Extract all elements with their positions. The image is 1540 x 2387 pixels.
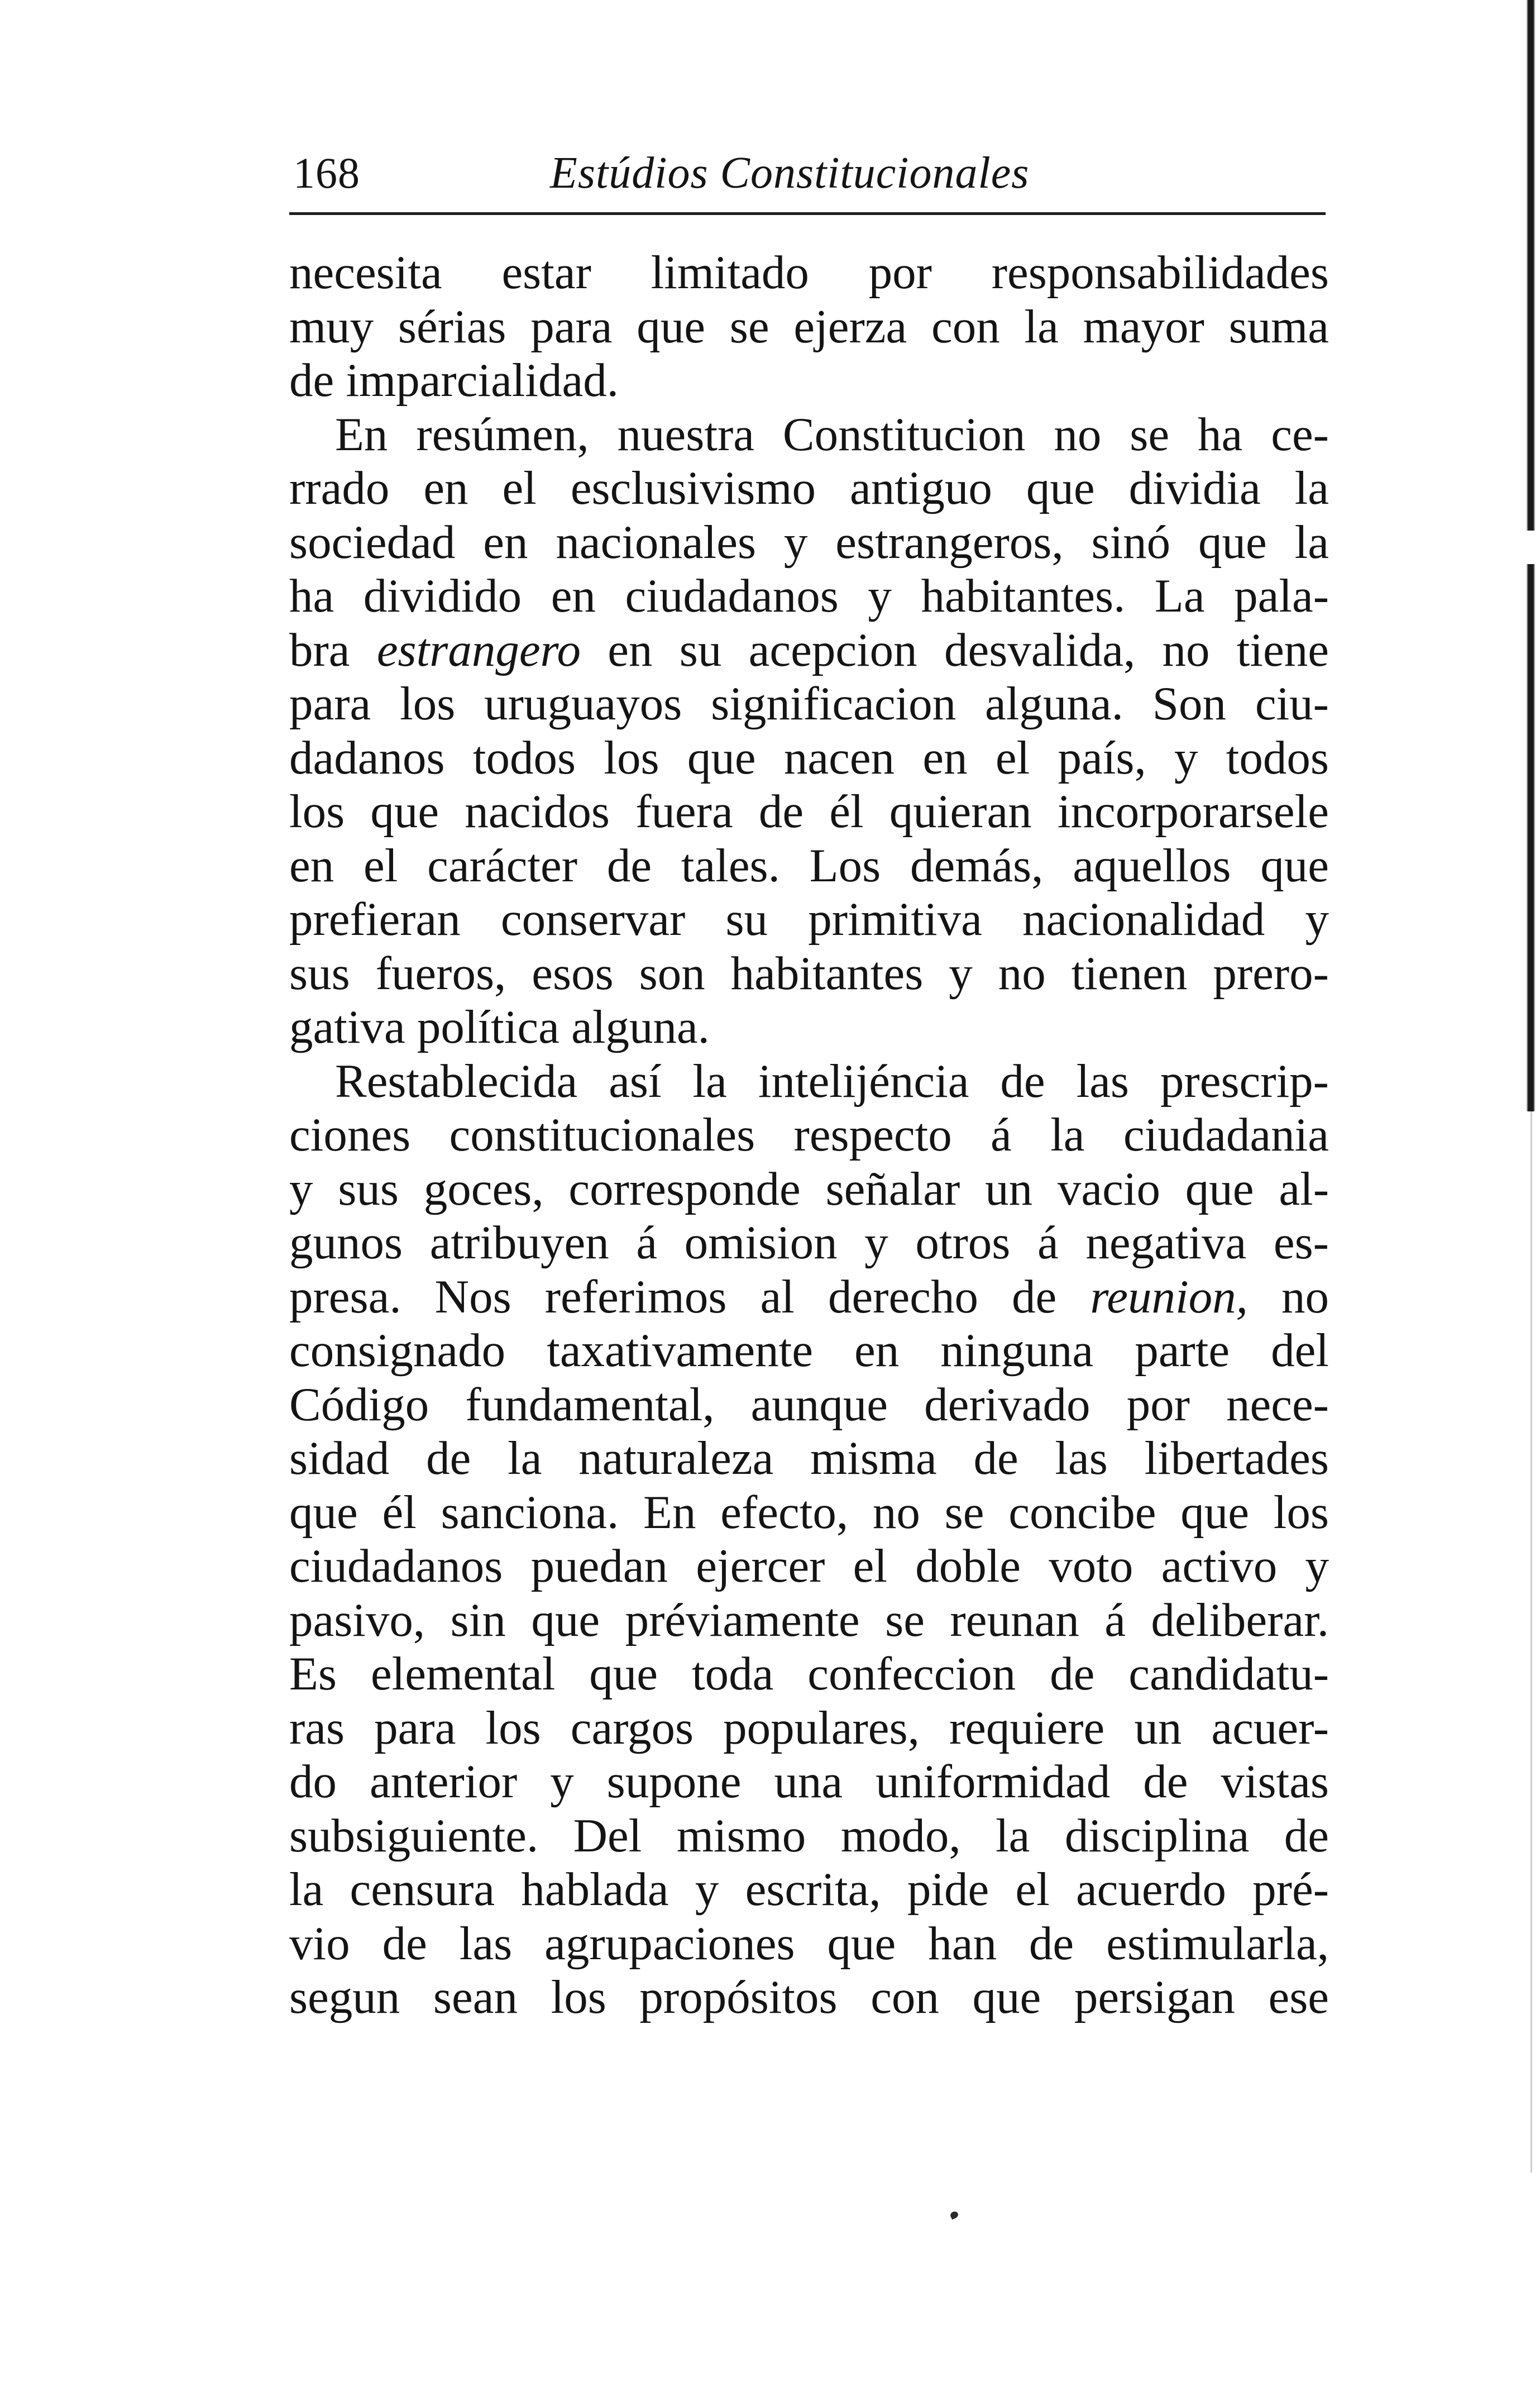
page-edge-gap xyxy=(1523,531,1540,564)
text-line: Código fundamental, aunque derivado por nece- xyxy=(289,1378,1329,1431)
italic-term: estrangero xyxy=(376,623,581,676)
text-line: en el carácter de tales. Los demás, aquellos que xyxy=(289,839,1329,892)
text-line: subsiguiente. Del mismo modo, la disciplina de xyxy=(289,1809,1329,1862)
ink-speck xyxy=(949,2211,959,2220)
text-line: gativa política alguna. xyxy=(289,1001,710,1053)
text-segment: presa. Nos referimos al derecho de xyxy=(289,1270,1091,1323)
page-edge-bottom xyxy=(1523,2173,1540,2387)
text-line: sus fueros, esos son habitantes y no tienen prero- xyxy=(289,947,1329,1000)
page-edge-faint xyxy=(1523,1111,1540,2173)
text-line: muy sérias para que se ejerza con la mayor suma xyxy=(289,300,1329,353)
text-line: segun sean los propósitos con que persigan ese xyxy=(289,1971,1329,2023)
text-line: los que nacidos fuera de él quieran incorporarsele xyxy=(289,785,1329,838)
page-number: 168 xyxy=(293,149,360,197)
text-line: dadanos todos los que nacen en el país, y todos xyxy=(289,731,1329,784)
text-line: necesita estar limitado por responsabilidades xyxy=(289,246,1329,299)
text-line: En resúmen, nuestra Constitucion no se ha ce- xyxy=(335,408,1329,461)
text-line: Es elemental que toda confeccion de candidatu- xyxy=(289,1648,1329,1700)
text-segment: bra xyxy=(289,623,377,676)
page-header xyxy=(293,142,1325,204)
text-segment: en su acepcion desvalida, no tiene xyxy=(580,623,1329,676)
text-line: do anterior y supone una uniformidad de vistas xyxy=(289,1755,1329,1808)
text-line: para los uruguayos significacion alguna. Son ciu- xyxy=(289,677,1329,730)
text-line: prefieran conservar su primitiva nacionalidad y xyxy=(289,893,1329,946)
text-line: rrado en el esclusivismo antiguo que dividia la xyxy=(289,462,1329,514)
text-line: la censura hablada y escrita, pide el acuerdo pré- xyxy=(289,1863,1329,1916)
text-line xyxy=(289,1270,1329,1324)
text-line: y sus goces, corresponde señalar un vacio que al- xyxy=(289,1162,1329,1215)
text-line: que él sanciona. En efecto, no se concibe que los xyxy=(289,1486,1329,1539)
text-line: sociedad en nacionales y estrangeros, sinó que la xyxy=(289,515,1329,569)
text-line: ciones constitucionales respecto á la ciudadania xyxy=(289,1109,1329,1161)
text-line: Restablecida así la intelijéncia de las prescrip- xyxy=(335,1054,1329,1107)
italic-term: reunion, xyxy=(1090,1270,1248,1323)
text-line: consignado taxativamente en ninguna parte del xyxy=(289,1324,1329,1377)
header-rule xyxy=(289,212,1326,215)
running-title: Estúdios Constitucionales xyxy=(550,149,1030,198)
text-line xyxy=(289,623,1329,677)
text-segment: no xyxy=(1247,1270,1329,1323)
text-line: pasivo, sin que préviamente se reunan á deliberar. xyxy=(289,1593,1329,1646)
text-line: ras para los cargos populares, requiere un acuer- xyxy=(289,1701,1329,1754)
text-line: ciudadanos puedan ejercer el doble voto activo y xyxy=(289,1540,1329,1592)
text-line: ha dividido en ciudadanos y habitantes. La pala- xyxy=(289,570,1329,622)
body-text xyxy=(289,246,1329,2025)
text-line: sidad de la naturaleza misma de las libertades xyxy=(289,1432,1329,1484)
text-line: vio de las agrupaciones que han de estimularla, xyxy=(289,1917,1329,1970)
text-line: gunos atribuyen á omision y otros á negativa es- xyxy=(289,1216,1329,1269)
text-line: de imparcialidad. xyxy=(289,354,619,407)
